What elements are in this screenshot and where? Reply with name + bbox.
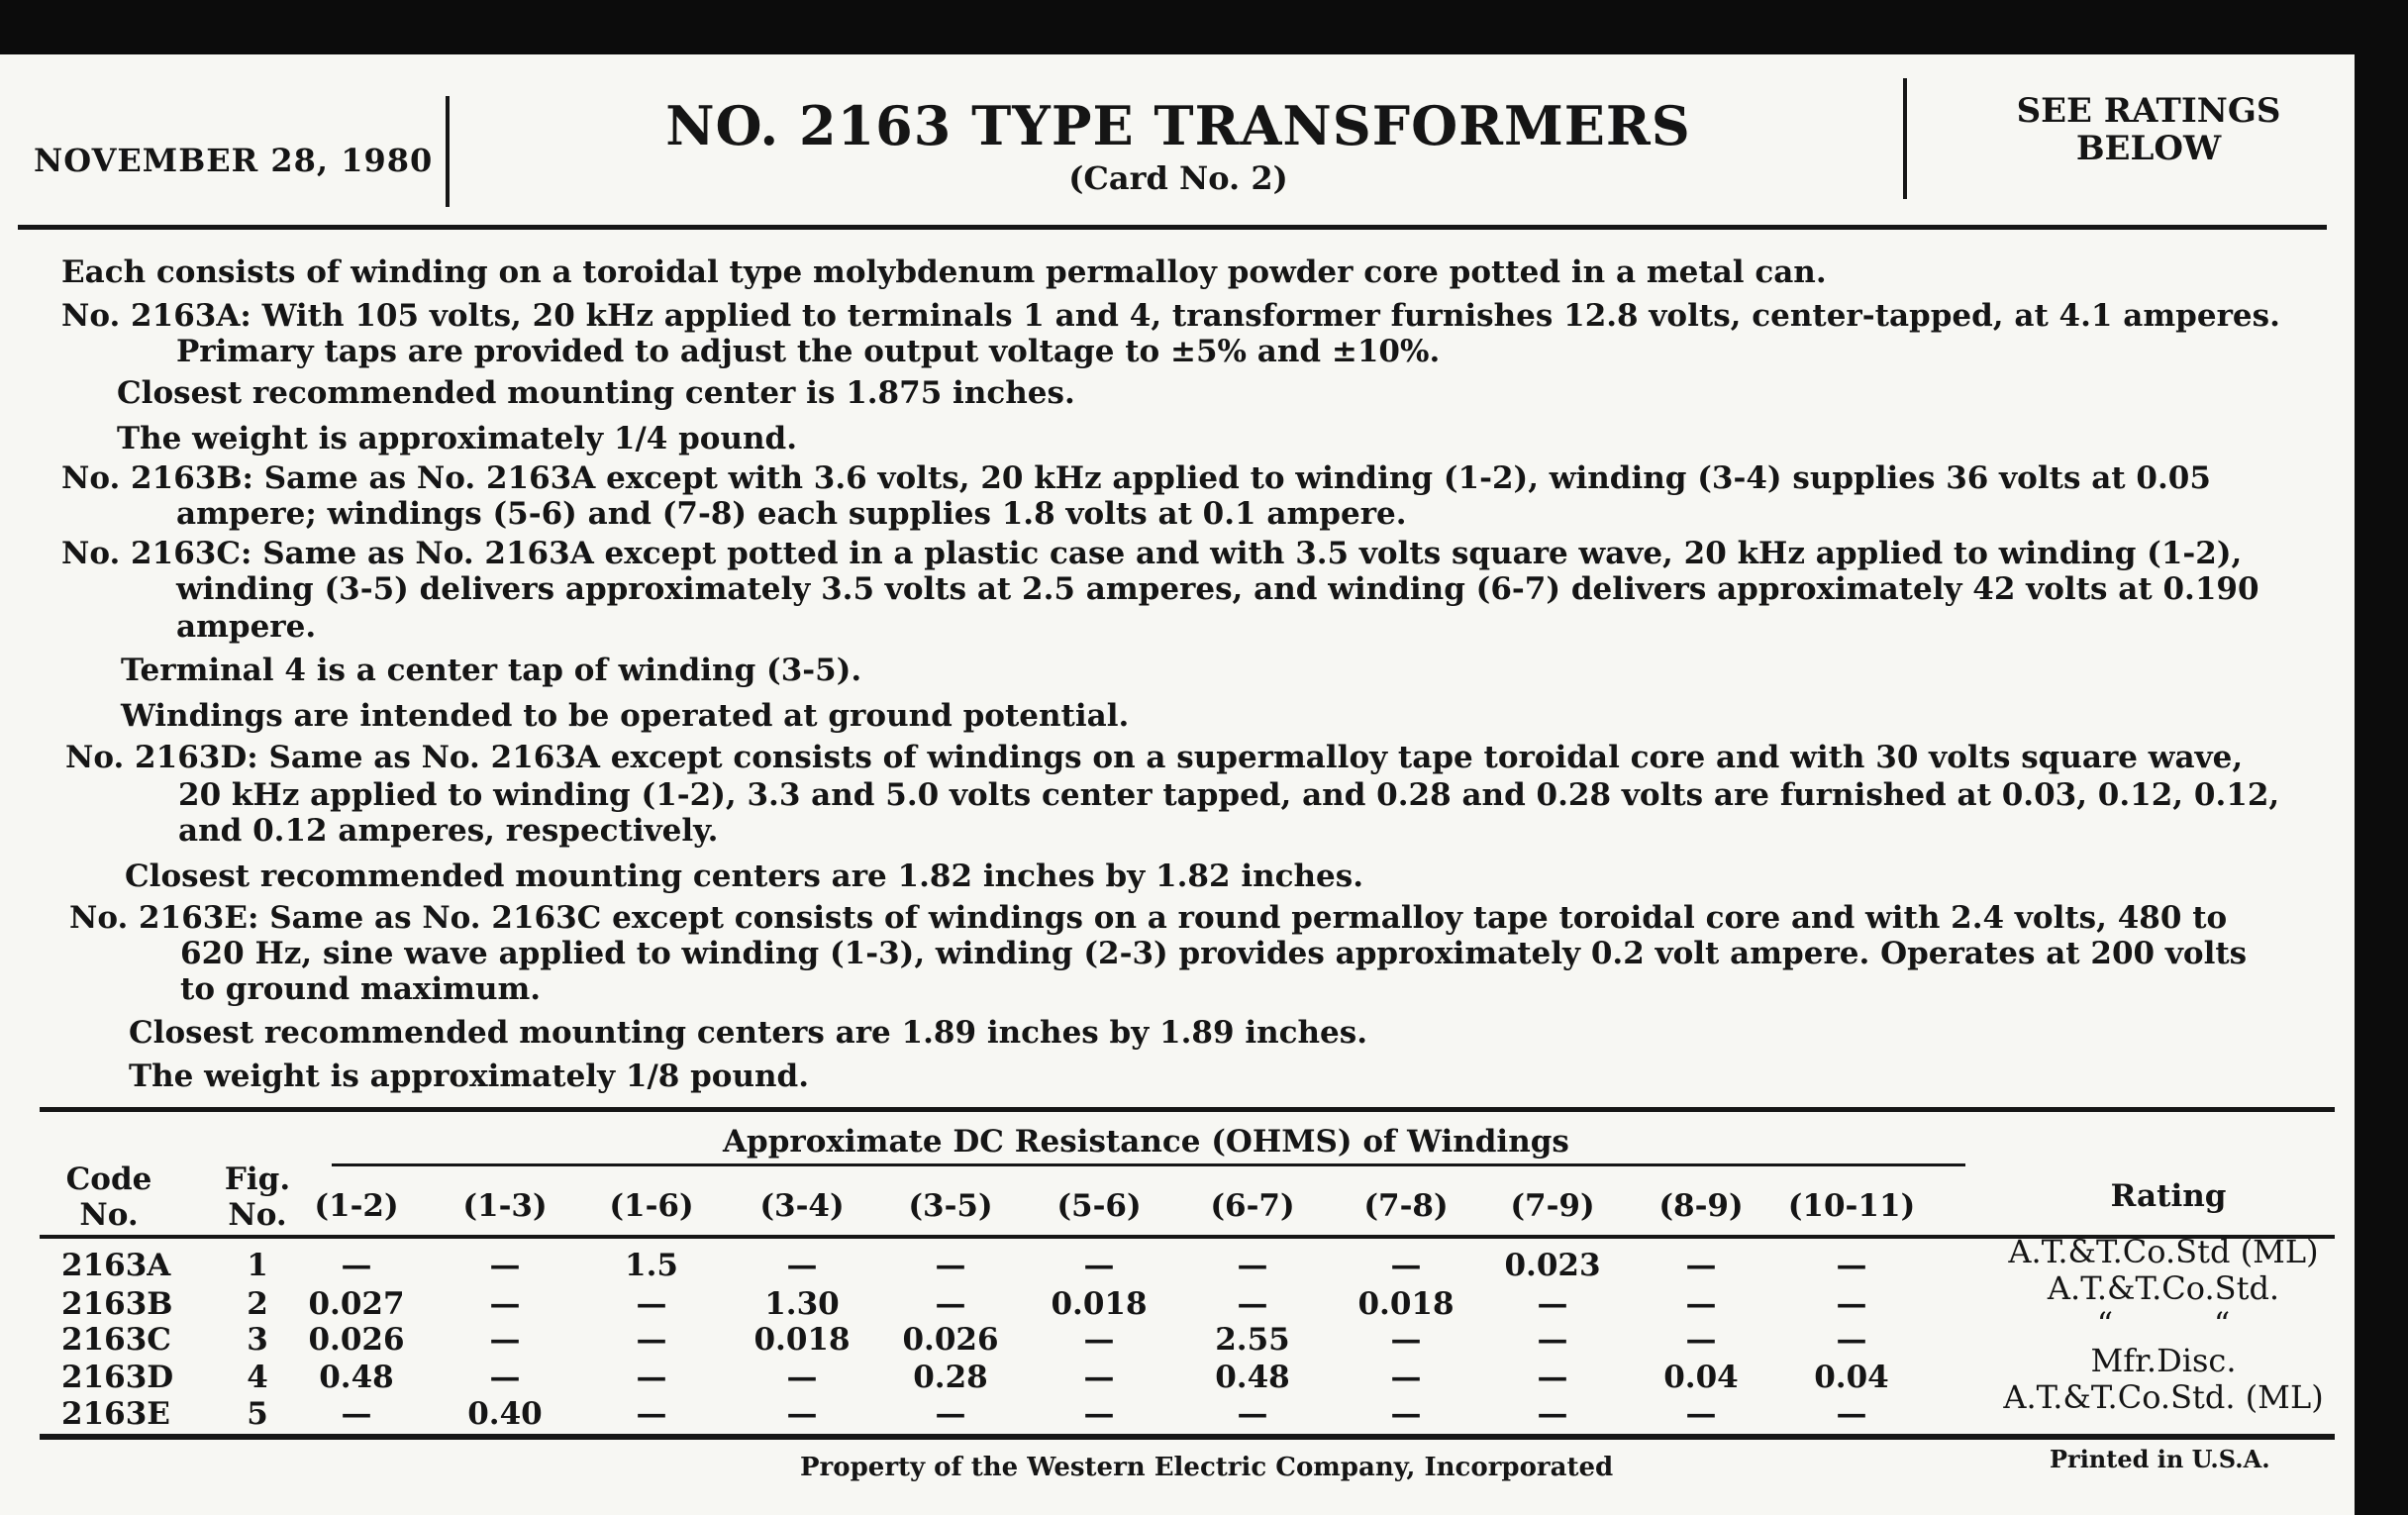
- rating-header: Rating: [2110, 1178, 2227, 1214]
- resistance-cell: —: [786, 1396, 818, 1432]
- resistance-cell: —: [1390, 1248, 1422, 1283]
- row-rating: A.T.&T.Co.Std.: [2047, 1269, 2280, 1307]
- resistance-cell: —: [636, 1286, 667, 1322]
- resistance-cell: —: [1237, 1396, 1268, 1432]
- caption-underline: [332, 1163, 1965, 1166]
- resistance-cell: 0.28: [913, 1360, 988, 1395]
- resistance-cell: —: [489, 1322, 521, 1358]
- winding-header: (6-7): [1210, 1188, 1295, 1224]
- code-header: [50, 1162, 168, 1233]
- header-divider-right: [1903, 78, 1907, 199]
- text-line: No. 2163C: Same as No. 2163A except potted in a plastic case and with 3.5 volts square wave, 20 kHz applied to winding (1-2),: [61, 536, 2243, 571]
- resistance-cell: 0.04: [1663, 1360, 1739, 1395]
- resistance-cell: 0.027: [308, 1286, 405, 1322]
- text-line: Primary taps are provided to adjust the output voltage to ±5% and ±10%.: [176, 334, 1441, 369]
- resistance-cell: —: [786, 1248, 818, 1283]
- row-fig: 5: [247, 1396, 268, 1432]
- text-line: 20 kHz applied to winding (1-2), 3.3 and 5.0 volts center tapped, and 0.28 and 0.28 volts are furnished at 0.03, 0.12, 0.12,: [178, 777, 2280, 813]
- resistance-cell: —: [1836, 1286, 1867, 1322]
- printed-in-usa: Printed in U.S.A.: [2050, 1445, 2270, 1473]
- row-fig: 4: [247, 1360, 268, 1395]
- text-line: No. 2163E: Same as No. 2163C except consists of windings on a round permalloy tape toroidal core and with 2.4 volts, 480 to: [69, 900, 2228, 936]
- row-rating: A.T.&T.Co.Std. (ML): [2003, 1378, 2324, 1416]
- winding-header: (10-11): [1787, 1188, 1916, 1224]
- property-notice: Property of the Western Electric Company, Incorporated: [800, 1453, 1614, 1482]
- resistance-cell: —: [1537, 1286, 1568, 1322]
- resistance-cell: —: [489, 1360, 521, 1395]
- resistance-cell: 0.40: [467, 1396, 543, 1432]
- spec-card: [0, 54, 2355, 1515]
- resistance-cell: 0.48: [1215, 1360, 1290, 1395]
- resistance-cell: —: [1836, 1322, 1867, 1358]
- row-code: 2163C: [61, 1322, 171, 1358]
- resistance-cell: —: [1083, 1322, 1115, 1358]
- resistance-cell: —: [1390, 1322, 1422, 1358]
- resistance-cell: 1.30: [764, 1286, 840, 1322]
- resistance-cell: —: [1237, 1286, 1268, 1322]
- resistance-cell: —: [1390, 1360, 1422, 1395]
- winding-header: (5-6): [1056, 1188, 1142, 1224]
- text-line: The weight is approximately 1/8 pound.: [129, 1059, 810, 1094]
- resistance-cell: —: [341, 1396, 372, 1432]
- table-top-rule: [40, 1107, 2335, 1112]
- ratings-note-line-2: BELOW: [2075, 129, 2222, 168]
- row-code: 2163E: [61, 1396, 170, 1432]
- row-fig: 3: [247, 1322, 268, 1358]
- text-line: No. 2163A: With 105 volts, 20 kHz applied to terminals 1 and 4, transformer furnishes 12.8 volts, center-tapped, at 4.1 amperes.: [61, 298, 2280, 334]
- text-line: Closest recommended mounting centers are 1.89 inches by 1.89 inches.: [129, 1015, 1368, 1051]
- resistance-cell: —: [1685, 1322, 1717, 1358]
- resistance-cell: 2.55: [1215, 1322, 1290, 1358]
- winding-header: (8-9): [1658, 1188, 1744, 1224]
- winding-header: (7-8): [1363, 1188, 1449, 1224]
- resistance-cell: —: [1237, 1248, 1268, 1283]
- resistance-cell: —: [786, 1360, 818, 1395]
- card-number: (Card No. 2): [1068, 159, 1288, 197]
- row-code: 2163D: [61, 1360, 174, 1395]
- resistance-cell: —: [1390, 1396, 1422, 1432]
- resistance-cell: —: [935, 1286, 966, 1322]
- winding-header: (1-3): [462, 1188, 548, 1224]
- resistance-cell: —: [1537, 1360, 1568, 1395]
- text-line: to ground maximum.: [180, 971, 542, 1007]
- resistance-cell: —: [1685, 1286, 1717, 1322]
- text-line: and 0.12 amperes, respectively.: [178, 813, 719, 849]
- fig-header-line-2: No.: [228, 1197, 287, 1233]
- row-rating: “ “: [2096, 1305, 2231, 1343]
- header-divider-left: [446, 96, 450, 207]
- resistance-cell: —: [1685, 1248, 1717, 1283]
- header-rule: [18, 225, 2327, 230]
- row-fig: 1: [247, 1248, 268, 1283]
- row-rating: A.T.&T.Co.Std (ML): [2008, 1233, 2319, 1270]
- resistance-cell: —: [489, 1286, 521, 1322]
- text-line: Terminal 4 is a center tap of winding (3-5).: [121, 653, 862, 688]
- resistance-cell: —: [1083, 1396, 1115, 1432]
- resistance-cell: —: [1083, 1248, 1115, 1283]
- winding-header: (3-4): [759, 1188, 845, 1224]
- resistance-cell: —: [1685, 1396, 1717, 1432]
- resistance-cell: —: [1836, 1396, 1867, 1432]
- resistance-cell: —: [1537, 1322, 1568, 1358]
- code-header-line-1: Code: [65, 1162, 152, 1197]
- resistance-cell: 0.018: [1357, 1286, 1455, 1322]
- resistance-cell: 0.026: [902, 1322, 999, 1358]
- page-title: NO. 2163 TYPE TRANSFORMERS: [665, 94, 1691, 157]
- text-line: ampere.: [176, 609, 317, 645]
- text-line: The weight is approximately 1/4 pound.: [117, 421, 798, 456]
- resistance-cell: 0.48: [319, 1360, 394, 1395]
- resistance-cell: 0.026: [308, 1322, 405, 1358]
- resistance-cell: —: [636, 1360, 667, 1395]
- text-line: 620 Hz, sine wave applied to winding (1-3), winding (2-3) provides approximately 0.2 volt ampere. Operates at 200 volts: [180, 936, 2248, 971]
- winding-header: (7-9): [1510, 1188, 1595, 1224]
- issue-date: NOVEMBER 28, 1980: [34, 142, 434, 179]
- winding-header: (1-2): [314, 1188, 399, 1224]
- table-bottom-rule: [40, 1434, 2335, 1440]
- text-line: Closest recommended mounting center is 1.875 inches.: [117, 375, 1075, 411]
- text-line: Closest recommended mounting centers are 1.82 inches by 1.82 inches.: [125, 858, 1364, 894]
- resistance-cell: —: [636, 1396, 667, 1432]
- resistance-cell: 0.04: [1814, 1360, 1889, 1395]
- winding-header: (1-6): [609, 1188, 694, 1224]
- text-line: No. 2163B: Same as No. 2163A except with 3.6 volts, 20 kHz applied to winding (1-2), winding (3-4) supplies 36 volts at 0.05: [61, 460, 2211, 496]
- row-code: 2163A: [61, 1248, 171, 1283]
- resistance-cell: —: [935, 1248, 966, 1283]
- text-line: Windings are intended to be operated at ground potential.: [121, 698, 1130, 734]
- resistance-cell: 0.023: [1504, 1248, 1601, 1283]
- code-header-line-2: No.: [79, 1197, 139, 1233]
- table-caption: Approximate DC Resistance (OHMS) of Windings: [723, 1124, 1569, 1160]
- resistance-cell: —: [1083, 1360, 1115, 1395]
- text-line: ampere; windings (5-6) and (7-8) each supplies 1.8 volts at 0.1 ampere.: [176, 496, 1407, 532]
- resistance-cell: —: [341, 1248, 372, 1283]
- row-fig: 2: [247, 1286, 268, 1322]
- text-line: Each consists of winding on a toroidal type molybdenum permalloy powder core potted in a metal can.: [61, 254, 1827, 290]
- ratings-note: [1941, 92, 2357, 167]
- text-line: winding (3-5) delivers approximately 3.5 volts at 2.5 amperes, and winding (6-7) delivers approximately 42 volts at 0.190: [176, 571, 2259, 607]
- resistance-cell: —: [935, 1396, 966, 1432]
- resistance-cell: —: [489, 1248, 521, 1283]
- text-line: No. 2163D: Same as No. 2163A except consists of windings on a supermalloy tape toroidal core and with 30 volts square wave,: [65, 740, 2244, 775]
- resistance-cell: 0.018: [1051, 1286, 1148, 1322]
- resistance-cell: 0.018: [753, 1322, 851, 1358]
- resistance-cell: 1.5: [625, 1248, 678, 1283]
- resistance-cell: —: [636, 1322, 667, 1358]
- resistance-cell: —: [1537, 1396, 1568, 1432]
- winding-header: (3-5): [908, 1188, 993, 1224]
- fig-header-line-1: Fig.: [224, 1162, 291, 1197]
- row-rating: Mfr.Disc.: [2090, 1342, 2237, 1379]
- resistance-cell: —: [1836, 1248, 1867, 1283]
- row-code: 2163B: [61, 1286, 173, 1322]
- ratings-note-line-1: SEE RATINGS: [2016, 91, 2281, 131]
